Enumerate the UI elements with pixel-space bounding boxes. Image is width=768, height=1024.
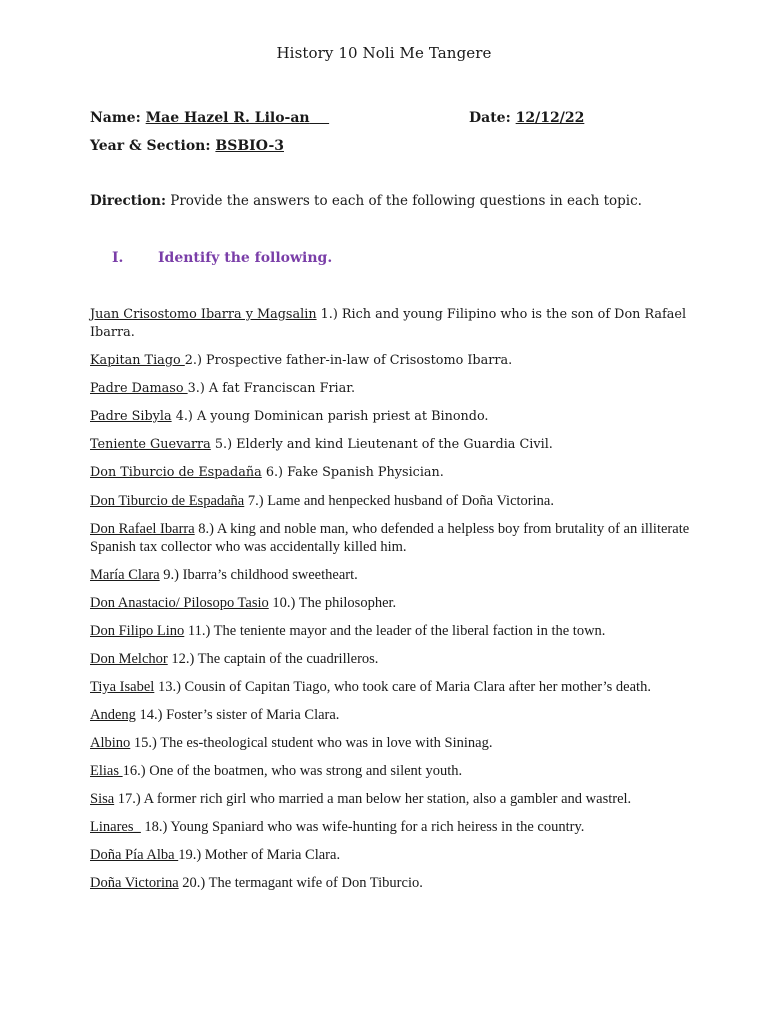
name-label: Name:	[90, 110, 141, 126]
question: 5.) Elderly and kind Lieutenant of the Guardia Civil.	[210, 437, 553, 452]
list-item	[90, 762, 690, 790]
list-item	[90, 622, 690, 650]
list-item	[90, 306, 690, 352]
answer: María Clara	[90, 567, 160, 583]
question: 4.) A young Dominican parish priest at Binondo.	[171, 409, 489, 424]
list-item	[90, 520, 690, 566]
question: 11.) The teniente mayor and the leader of the liberal faction in the town.	[184, 623, 606, 639]
answer: Juan Crisostomo Ibarra y Magsalin	[90, 307, 317, 322]
question: 10.) The philosopher.	[268, 595, 397, 611]
question: 9.) Ibarra’s childhood sweetheart.	[159, 567, 358, 583]
answer: Kapitan Tiago	[90, 353, 185, 368]
direction-text: Provide the answers to each of the following questions in each topic.	[170, 193, 642, 209]
answer: Don Anastacio/ Pilosopo Tasio	[90, 595, 269, 611]
answer: Don Filipo Lino	[90, 623, 185, 639]
direction-label: Direction:	[90, 193, 166, 209]
document-title: History 10 Noli Me Tangere	[276, 44, 492, 62]
question: 13.) Cousin of Capitan Tiago, who took care of Maria Clara after her mother’s death.	[154, 679, 651, 695]
answer: Tiya Isabel	[90, 679, 155, 695]
question: 17.) A former rich girl who married a man below her station, also a gambler and wastrel.	[114, 791, 632, 807]
list-item	[90, 464, 690, 492]
section-line	[90, 138, 284, 154]
question: 6.) Fake Spanish Physician.	[261, 465, 444, 480]
name-line	[90, 110, 329, 126]
question: 19.) Mother of Maria Clara.	[178, 847, 341, 863]
list-item	[90, 436, 690, 464]
answer: Doña Victorina	[90, 875, 179, 891]
date-line	[469, 110, 584, 126]
identification-list	[90, 306, 690, 902]
question: 15.) The es-theological student who was in love with Sininag.	[130, 735, 493, 751]
list-item	[90, 380, 690, 408]
answer: Don Tiburcio de Espadaña	[90, 493, 245, 509]
list-item	[90, 874, 690, 902]
answer: Doña Pía Alba	[90, 847, 179, 863]
section-number: I.	[112, 250, 124, 266]
direction-line	[90, 193, 642, 209]
answer: Padre Damaso	[90, 381, 188, 396]
question: 18.) Young Spaniard who was wife-hunting for a rich heiress in the country.	[140, 819, 585, 835]
list-item	[90, 706, 690, 734]
answer: Padre Sibyla	[90, 409, 172, 424]
date-value: 12/12/22	[515, 110, 585, 126]
question: 14.) Foster’s sister of Maria Clara.	[135, 707, 340, 723]
list-item	[90, 408, 690, 436]
section-title: Identify the following.	[158, 250, 333, 266]
answer: Elias	[90, 763, 123, 779]
question: 7.) Lame and henpecked husband of Doña Victorina.	[244, 493, 554, 509]
date-label: Date:	[469, 110, 511, 126]
list-item	[90, 650, 690, 678]
list-item	[90, 594, 690, 622]
answer: Don Rafael Ibarra	[90, 521, 195, 537]
question: 12.) The captain of the cuadrilleros.	[167, 651, 379, 667]
question: 1.) Rich and young Filipino who is the son of Don Rafael Ibarra.	[90, 307, 687, 340]
question: 3.) A fat Franciscan Friar.	[187, 381, 356, 396]
list-item	[90, 734, 690, 762]
year-section-label: Year & Section:	[90, 138, 211, 154]
answer: Linares_	[90, 819, 141, 835]
answer: Don Melchor	[90, 651, 168, 667]
answer: Don Tiburcio de Espadaña	[90, 465, 262, 480]
list-item	[90, 846, 690, 874]
list-item	[90, 352, 690, 380]
list-item	[90, 492, 690, 520]
answer: Andeng	[90, 707, 136, 723]
section-heading	[112, 250, 332, 266]
list-item	[90, 566, 690, 594]
answer: Albino	[90, 735, 131, 751]
question: 2.) Prospective father-in-law of Crisostomo Ibarra.	[184, 353, 513, 368]
year-section-value: BSBIO-3	[215, 138, 284, 154]
list-item	[90, 678, 690, 706]
answer: Sisa	[90, 791, 115, 807]
name-value: Mae Hazel R. Lilo-an	[145, 110, 310, 126]
list-item	[90, 818, 690, 846]
question: 20.) The termagant wife of Don Tiburcio.	[178, 875, 423, 891]
question: 8.) A king and noble man, who defended a helpless boy from brutality of an illiterate Spanish tax collector who was accidentally killed him.	[90, 521, 690, 555]
list-item	[90, 790, 690, 818]
question: 16.) One of the boatmen, who was strong and silent youth.	[122, 763, 463, 779]
answer: Teniente Guevarra	[90, 437, 211, 452]
